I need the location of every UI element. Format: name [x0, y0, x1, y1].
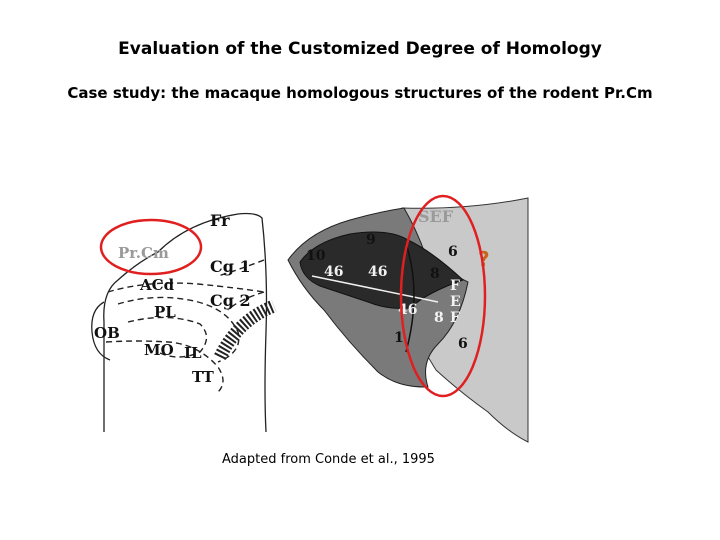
label-area-46-low: 46	[398, 302, 418, 318]
slide-subtitle: Case study: the macaque homologous structures of the rodent Pr.Cm	[67, 84, 653, 102]
label-il: IL	[184, 344, 202, 362]
figure-caption: Adapted from Conde et al., 1995	[222, 452, 435, 467]
label-prcm: Pr.Cm	[118, 244, 169, 262]
brain-diagrams-svg	[88, 192, 540, 448]
label-tt: TT	[192, 368, 214, 386]
macaque-brain	[288, 196, 528, 442]
label-ob: OB	[94, 324, 120, 342]
label-area-10: 10	[306, 248, 326, 264]
label-cg2: Cg 2	[210, 291, 251, 310]
label-sef: SEF	[418, 207, 454, 226]
label-area-1: 1	[394, 330, 404, 346]
label-area-6-top: 6	[448, 244, 458, 260]
label-area-46-left: 46	[324, 264, 344, 280]
label-area-8-top: 8	[430, 266, 440, 282]
label-area-9: 9	[366, 232, 376, 248]
label-mo: MO	[144, 341, 174, 359]
slide-title: Evaluation of the Customized Degree of Homology	[118, 39, 602, 59]
label-fef-f1: F	[450, 278, 460, 294]
label-area-46-mid: 46	[368, 264, 388, 280]
label-acd: ACd	[140, 276, 175, 294]
label-area-8-low: 8	[434, 310, 444, 326]
label-pl: PL	[154, 303, 176, 321]
label-cg1: Cg 1	[210, 257, 251, 276]
label-fef-e: E	[450, 294, 461, 310]
label-area-6-low: 6	[458, 336, 468, 352]
label-fr: Fr	[210, 211, 230, 230]
label-fef-f2: F	[450, 310, 460, 326]
rodent-brain	[92, 211, 274, 432]
question-mark: ?	[478, 247, 490, 271]
brain-figure	[88, 192, 540, 448]
